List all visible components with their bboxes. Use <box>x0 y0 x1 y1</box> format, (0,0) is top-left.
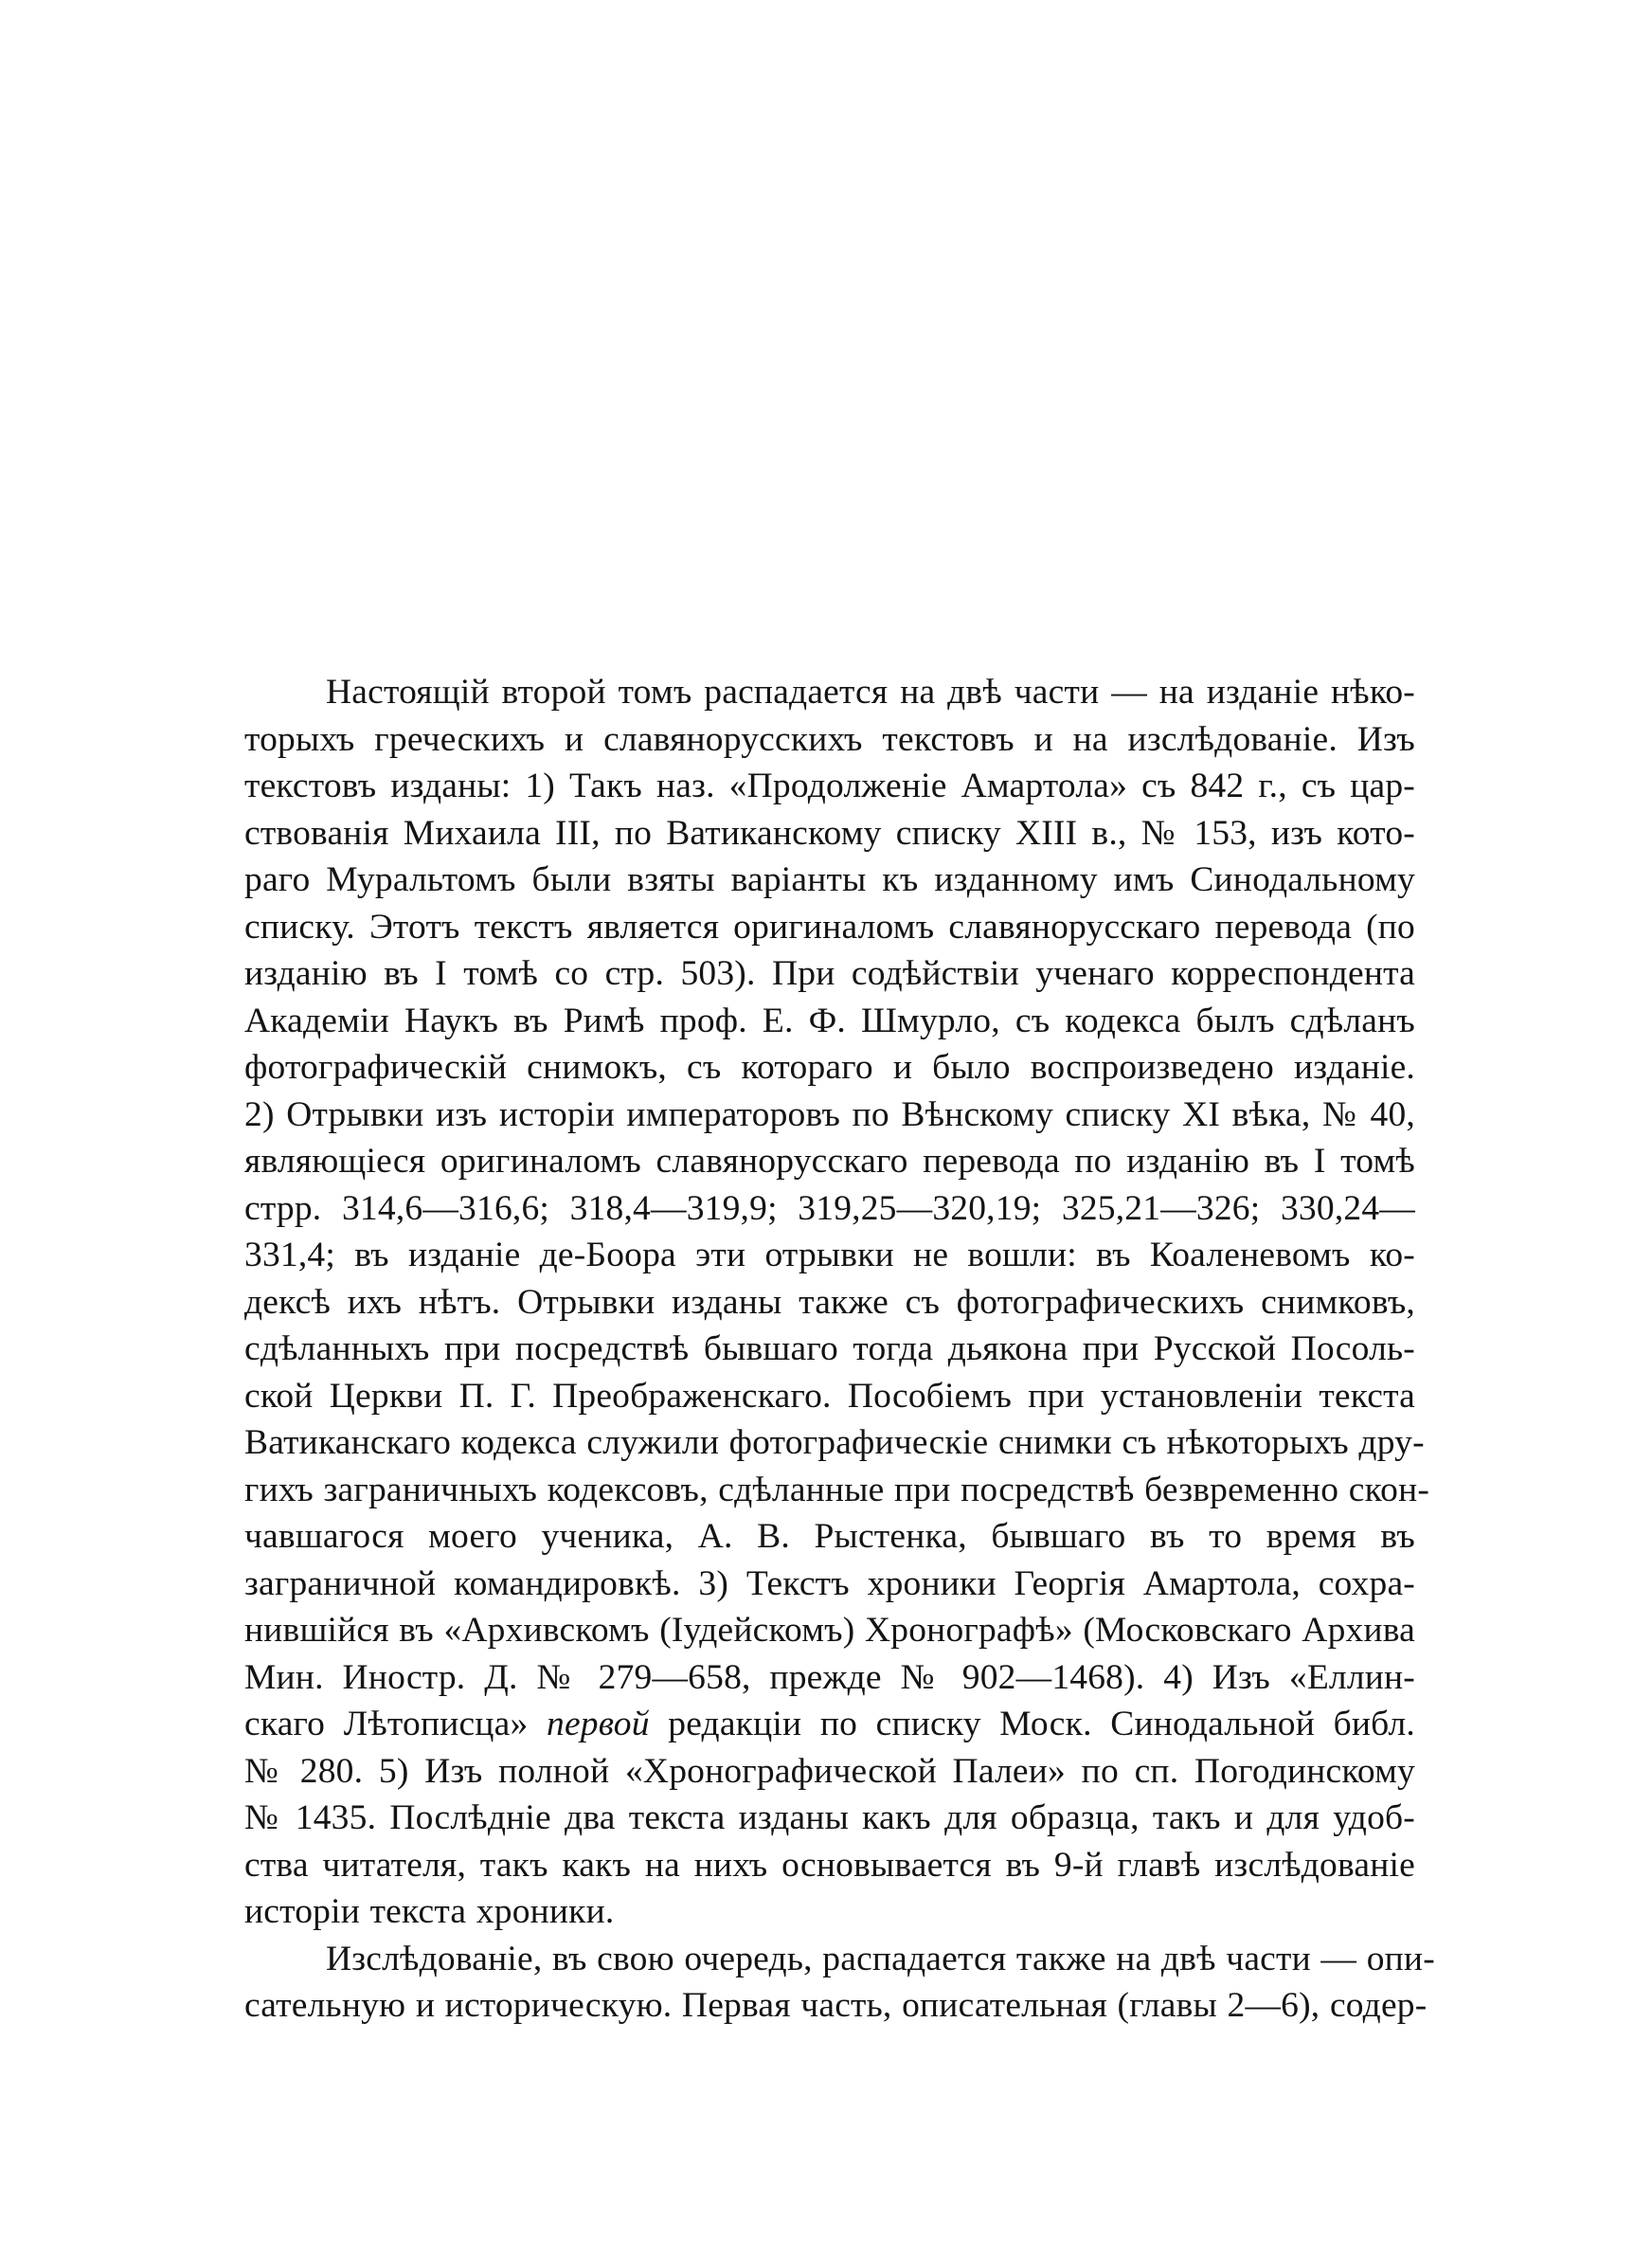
text-line: чавшагося моего ученика, А. В. Рыстенка, бывшаго въ то время въ <box>244 1517 1415 1556</box>
text-line: 2) Отрывки изъ исторіи императоровъ по Вѣнскому списку XI вѣка, № 40, <box>244 1094 1415 1134</box>
text-line: списку. Этотъ текстъ является оригиналомъ славянорусскаго перевода (по <box>244 907 1415 947</box>
text-line: торыхъ греческихъ и славянорусскихъ текстовъ и на изслѣдованіе. Изъ <box>244 719 1415 759</box>
text-line: нившійся въ «Архивскомъ (Іудейскомъ) Хронографѣ» (Московскаго Архива <box>244 1611 1415 1650</box>
text-line: изданію въ I томѣ со стр. 503). При содѣйствіи ученаго корреспондента <box>244 954 1415 993</box>
text-line: фотографическій снимокъ, съ котораго и было воспроизведено изданіе. <box>244 1048 1415 1087</box>
text-line: раго Муральтомъ были взяты варіанты къ изданному имъ Синодальному <box>244 860 1415 899</box>
text-run: скаго Лѣтописца» <box>244 1705 529 1743</box>
text-line: Академіи Наукъ въ Римѣ проф. Е. Ф. Шмурло, съ кодекса былъ сдѣланъ <box>244 1001 1415 1040</box>
text-line: Ватиканскаго кодекса служили фотографическіе снимки съ нѣкоторыхъ дру- <box>244 1423 1425 1462</box>
text-line: текстовъ изданы: 1) Такъ наз. «Продолженіе Амартола» съ 842 г., съ цар- <box>244 767 1415 805</box>
italic-emphasis: первой <box>547 1705 650 1743</box>
text-line: заграничной командировкѣ. 3) Текстъ хроники Георгія Амартола, сохра- <box>244 1563 1415 1603</box>
text-line: ства читателя, такъ какъ на нихъ основывается въ 9-й главѣ изслѣдованіе <box>244 1845 1415 1885</box>
text-line: исторіи текста хроники. <box>244 1892 615 1931</box>
text-line: сательную и историческую. Первая часть, описательная (главы 2—6), содер- <box>244 1986 1428 2025</box>
text-line: № 280. 5) Изъ полной «Хронографической Палеи» по сп. Погодинскому <box>244 1751 1415 1791</box>
text-line: № 1435. Послѣдніе два текста изданы какъ для образца, такъ и для удоб- <box>244 1798 1415 1837</box>
text-line: сдѣланныхъ при посредствѣ бывшаго тогда дьякона при Русской Посоль- <box>244 1329 1415 1368</box>
text-line: стрр. 314,6—316,6; 318,4—319,9; 319,25—320,19; 325,21—326; 330,24— <box>244 1188 1415 1228</box>
text-line: гихъ заграничныхъ кодексовъ, сдѣланные при посредствѣ безвременно скон- <box>244 1470 1430 1509</box>
text-line: Изслѣдованіе, въ свою очередь, распадается также на двѣ части — опи- <box>326 1939 1435 1978</box>
text-line: дексѣ ихъ нѣтъ. Отрывки изданы также съ фотографическихъ снимковъ, <box>244 1282 1415 1322</box>
text-line: 331,4; въ изданіе де-Боора эти отрывки не вошли: въ Коаленевомъ ко- <box>244 1236 1415 1274</box>
text-line: Мин. Иностр. Д. № 279—658, прежде № 902—1468). 4) Изъ «Еллин- <box>244 1657 1415 1697</box>
text-line: Настоящій второй томъ распадается на двѣ части — на изданіе нѣко- <box>326 673 1415 712</box>
paragraph-2 <box>244 1936 1435 2030</box>
text-line: являющіеся оригиналомъ славянорусскаго перевода по изданію въ I томѣ <box>244 1142 1415 1181</box>
text-line: ской Церкви П. Г. Преображенскаго. Пособіемъ при установленіи текста <box>244 1376 1415 1416</box>
paragraph-1 <box>244 669 1430 1936</box>
body-text <box>244 669 1435 2030</box>
text-line-with-italic <box>244 1701 1415 1748</box>
text-line: ствованія Михаила III, по Ватиканскому списку XIII в., № 153, изъ кото- <box>244 813 1415 853</box>
text-run: редакціи по списку Моск. Синодальной библ. <box>668 1705 1415 1743</box>
